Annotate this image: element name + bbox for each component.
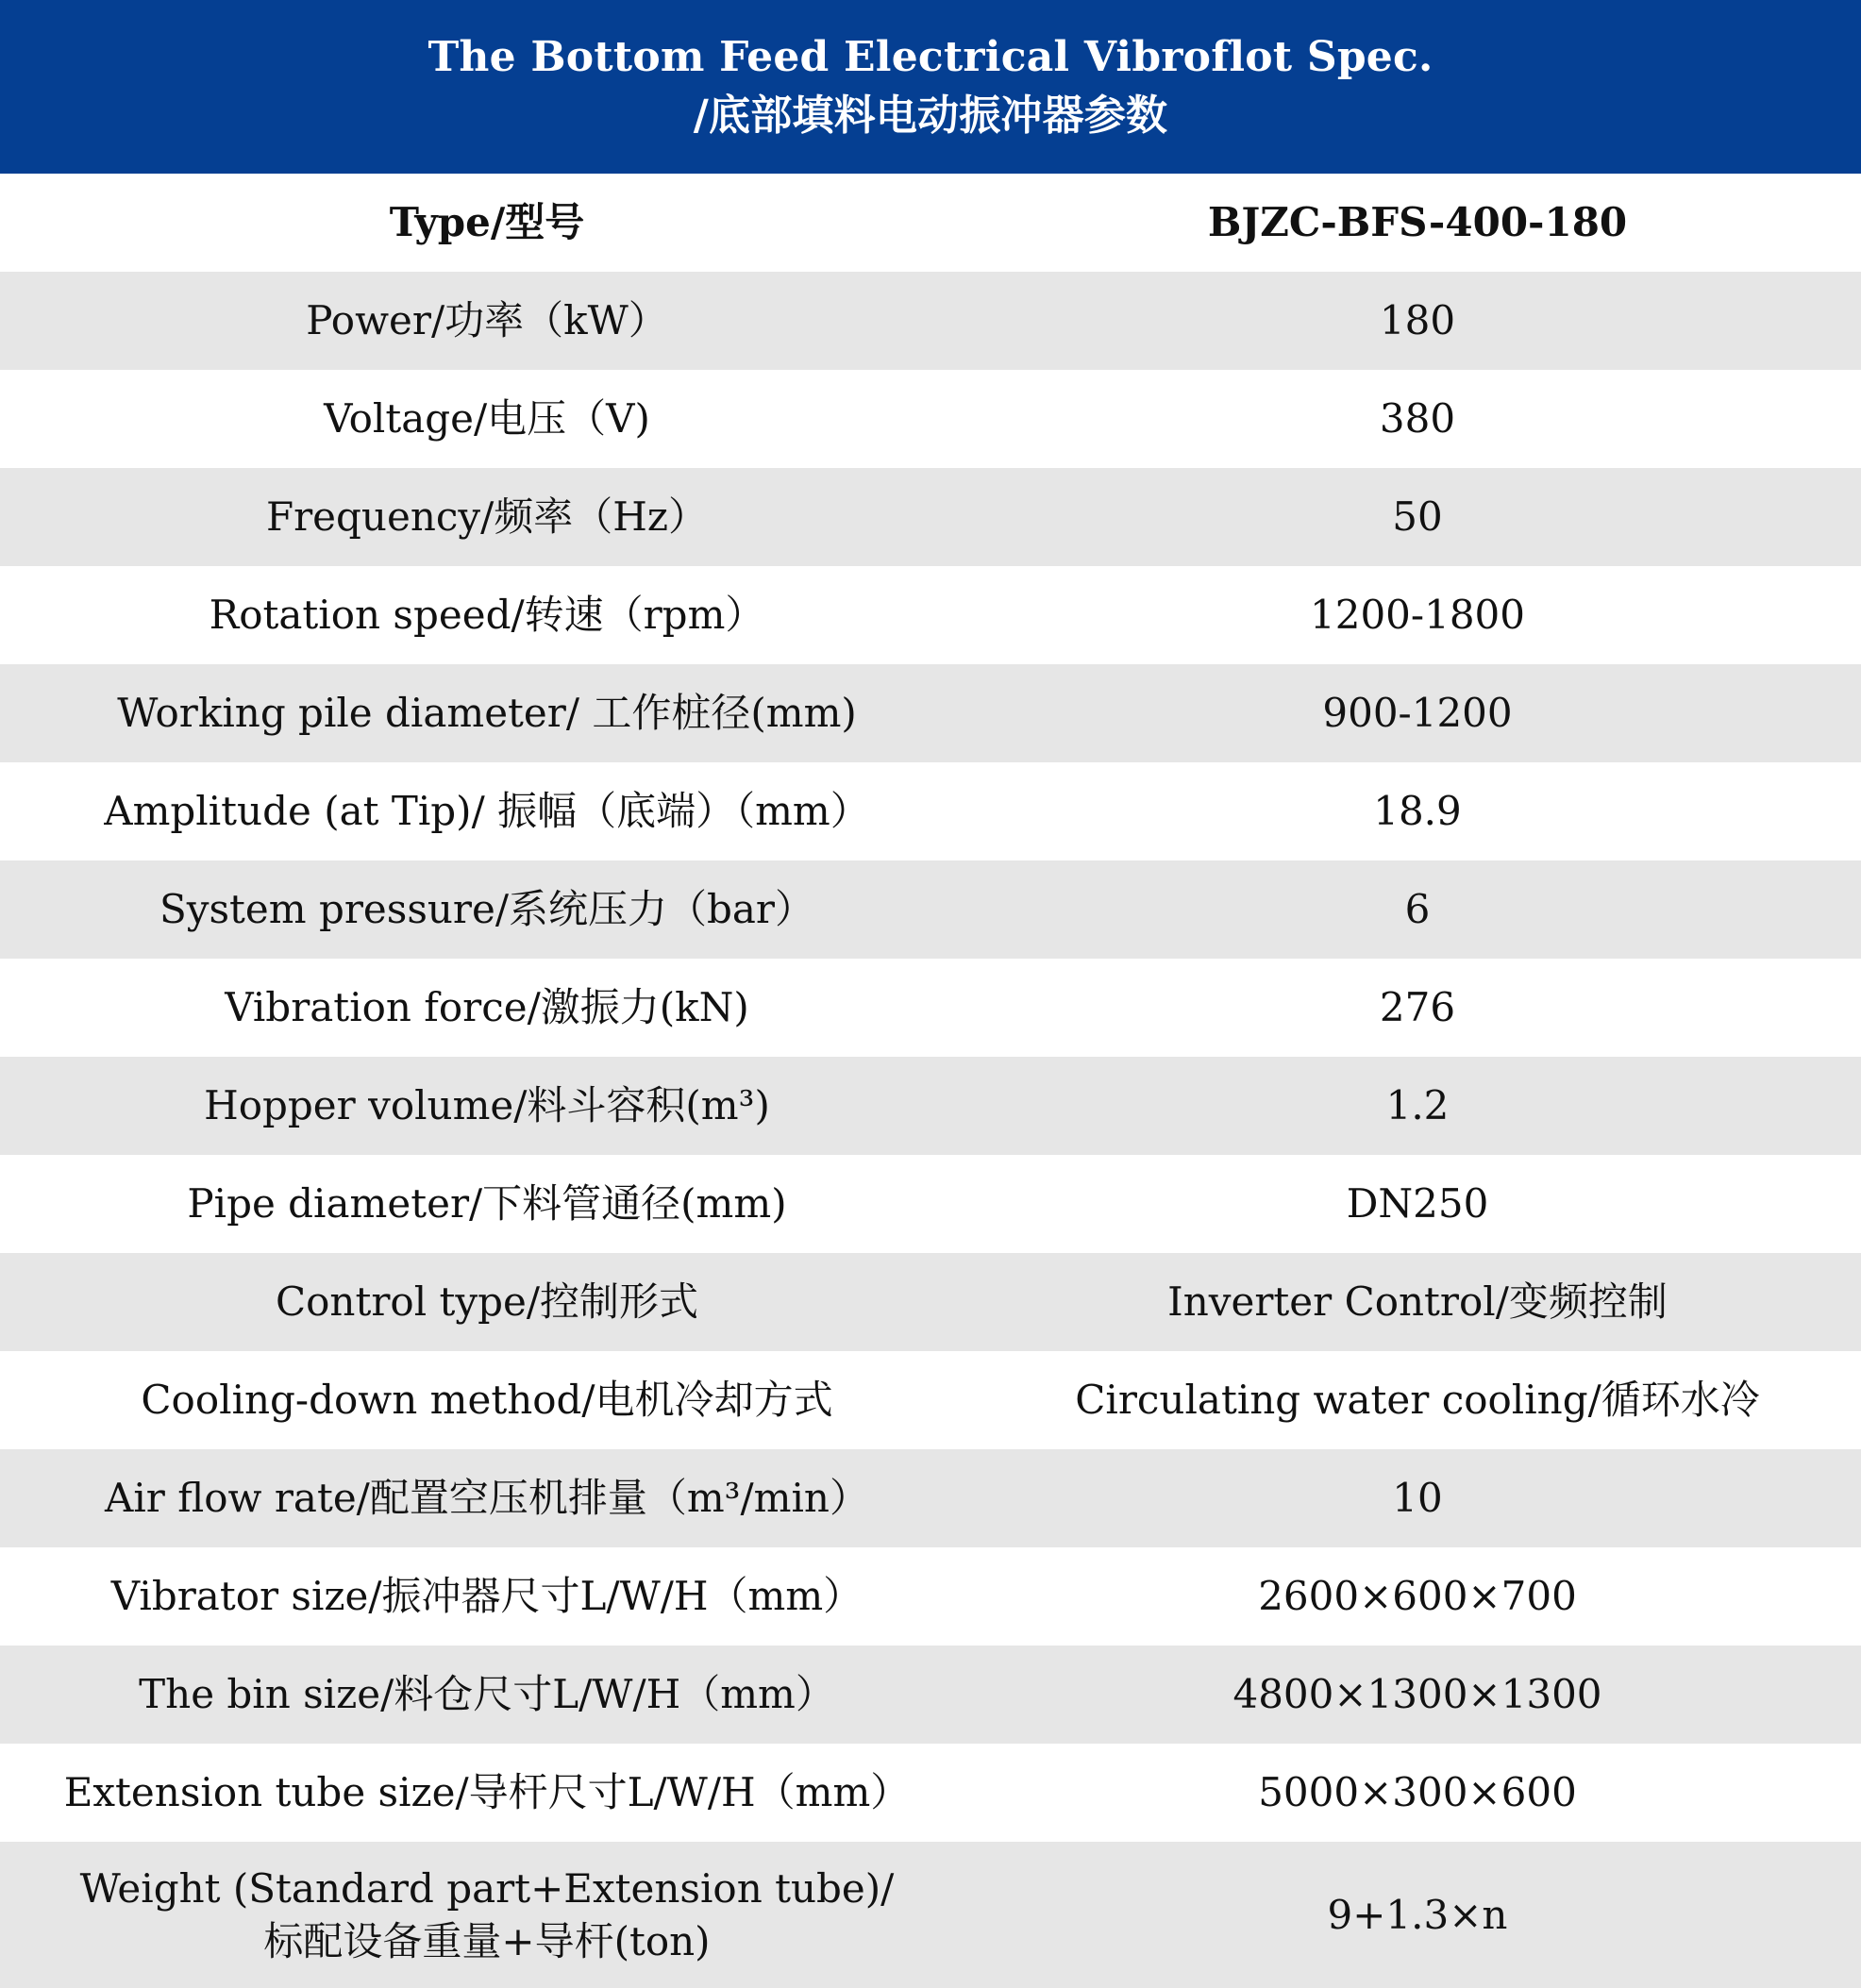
title-english: The Bottom Feed Electrical Vibroflot Spec. [428,33,1433,81]
table-row-weight [0,1842,1861,1988]
table-row [0,1057,1861,1155]
table-row [0,272,1861,370]
row-label: Vibration force/激振力(kN) [225,984,749,1030]
row-value: 18.9 [1373,788,1462,834]
row-label: Extension tube size/导杆尺寸L/W/H（mm） [63,1769,911,1815]
table-row [0,1351,1861,1449]
type-label: Type/型号 [389,199,585,245]
row-value: 900-1200 [1322,690,1513,736]
row-value: Circulating water cooling/循环水冷 [1075,1377,1760,1423]
table-row [0,664,1861,762]
table-row [0,959,1861,1057]
table-row [0,370,1861,468]
table-row [0,1744,1861,1842]
row-label: Rotation speed/转速（rpm） [209,592,765,638]
row-label: Working pile diameter/ 工作桩径(mm) [117,690,857,736]
row-label: Voltage/电压（V) [324,395,650,442]
row-value: 1200-1800 [1310,592,1525,638]
table-header-row [0,174,1861,272]
row-value: 1.2 [1385,1082,1450,1128]
weight-label-line-1: Weight (Standard part+Extension tube)/ [79,1864,895,1912]
row-label: Frequency/频率（Hz） [265,493,709,540]
title-chinese: /底部填料电动振冲器参数 [693,92,1168,140]
table-row [0,1449,1861,1547]
spec-title-banner [0,0,1861,174]
weight-label-lines [80,1863,895,1968]
spec-table [0,174,1861,1988]
row-value: 180 [1379,297,1456,343]
weight-label-line-2: 标配设备重量+导杆(ton) [263,1917,711,1964]
row-label: Pipe diameter/下料管通径(mm) [187,1180,787,1227]
table-row [0,1646,1861,1744]
row-label: Power/功率（kW） [306,297,668,343]
row-label: System pressure/系统压力（bar） [159,886,815,932]
row-label: Cooling-down method/电机冷却方式 [141,1377,833,1423]
table-row [0,1547,1861,1646]
row-label: Hopper volume/料斗容积(m³) [204,1082,770,1128]
table-row [0,1253,1861,1351]
row-label: Vibrator size/振冲器尺寸L/W/H（mm） [110,1573,863,1619]
row-value: 2600×600×700 [1258,1573,1577,1619]
table-row [0,566,1861,664]
table-row [0,468,1861,566]
row-label: Control type/控制形式 [276,1278,698,1325]
row-value: 4800×1300×1300 [1232,1671,1602,1717]
weight-label [0,1842,974,1988]
row-value: Inverter Control/变频控制 [1167,1278,1668,1325]
row-label: The bin size/料仓尺寸L/W/H（mm） [139,1671,835,1717]
row-value: 50 [1392,493,1443,540]
weight-value: 9+1.3×n [1327,1891,1508,1938]
row-label: Amplitude (at Tip)/ 振幅（底端）（mm） [104,788,870,834]
table-row [0,860,1861,959]
row-value: 276 [1379,984,1456,1030]
row-value: 380 [1379,395,1456,442]
table-row [0,762,1861,860]
row-value: 6 [1404,886,1431,932]
row-label: Air flow rate/配置空压机排量（m³/min） [105,1475,869,1521]
row-value: 5000×300×600 [1258,1769,1577,1815]
table-row [0,1155,1861,1253]
row-value: DN250 [1346,1180,1489,1227]
row-value: 10 [1392,1475,1443,1521]
type-value: BJZC-BFS-400-180 [1207,199,1628,245]
